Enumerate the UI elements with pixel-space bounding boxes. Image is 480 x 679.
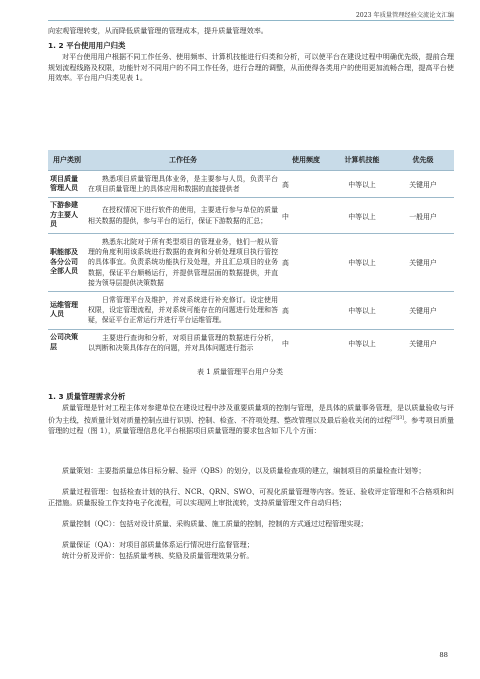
header-user-category: 用户类别 [48,150,86,171]
section-1-2-paragraph: 对平台使用用户根据不同工作任务、使用频率、计算机技能进行归类和分析，可以使平台在建设过程中明确优先级，提前合理规划流程线路及权限，功能针对不同用户的不同工作任务，进行合理的调整，从而使得各类用户的使用更加流畅合理，提高平台使用效率。平台用户归类见表 1。 [48,52,454,83]
cell-frequency: 中 [280,329,332,356]
cell-priority: 一般用户 [392,198,454,234]
cell-skill: 中等以上 [332,171,392,198]
page-number: 88 [439,651,448,659]
cell-category: 下游参建方主要人员 [48,198,86,234]
paragraph-1-text: 质量管理是针对工程主体对参建单位在建设过程中涉及重要质量项的控制与管理，是具体的质量事务管理，是以质量验收与评价为主线，按质量计划对质量控制点进行识别、控制、检查、不符项处理、整改管理以及最后验收关闭的过程 [48,403,454,424]
cell-skill: 中等以上 [332,291,392,329]
cell-frequency: 高 [280,291,332,329]
cell-category: 职能部及各分公司全部人员 [48,233,86,291]
cell-priority: 关键用户 [392,171,454,198]
cell-task: 熟悉项目质量管理具体业务，是主要参与人员，负责平台在项目质量管理上的具体应用和数据的直接提供者 [86,171,280,198]
table-row [48,233,454,291]
table-row [48,198,454,234]
header-divider [48,20,454,21]
section-1-3-paragraph-2: 质量策划：主要指质量总体目标分解、验评（QBS）的划分，以及质量检查项的建立，编制项目的质量检查计划等； [62,466,426,475]
paragraph-1-text-continued: 。参考项目质量管理的过程（图 1），质量管理信息化平台根据项目质量管理的要求包含如下几个方面： [48,414,455,435]
section-1-3-paragraph-6: 统计分析及评价：包括质量考核、奖励及质量管理效果分析。 [62,551,254,560]
section-1-3-paragraph-5: 质量保证（QA）：对项目部质量体系运行情况进行监督管理； [62,540,254,549]
header-computer-skill: 计算机技能 [332,150,392,171]
cell-category: 公司决策层 [48,329,86,356]
cell-task: 熟悉东北院对于所有类型项目的管理业务，他们一般从管理的角度利用该系统进行数据的查询和分析处理项目执行管控的具体事宜。负责系统功能执行及处理，并且汇总项目的业务数据，保证平台顺畅运行，并提供管理层面的数据提供，并直接为领导层提供决策数据 [86,233,280,291]
section-1-3-paragraph-1 [48,403,454,436]
cell-category: 运维管理人员 [48,291,86,329]
cell-frequency: 高 [280,233,332,291]
cell-category: 项目质量管理人员 [48,171,86,198]
table-row [48,329,454,356]
header-priority: 优先级 [392,150,454,171]
header-work-task: 工作任务 [86,150,280,171]
section-1-3-paragraph-3: 质量过程管理：包括检查计划的执行、NCR、QRN、SWO、可视化质量管理等内容。签证、验收评定管理和不合格项和纠正措施。质量报验工作支持电子化流程，可以实现网上审批流转，支持质量管理文件自动归档； [48,487,454,507]
cell-priority: 关键用户 [392,329,454,356]
cell-task: 在授权情况下进行软件的使用，主要进行参与单位的质量相关数据的提供，参与平台的运行，保证下游数据的汇总； [86,198,280,234]
intro-line: 向宏观管理转变，从而降低质量管理的管理成本，提升质量管理效率。 [48,26,268,35]
user-classification-table [48,150,454,356]
table-row [48,171,454,198]
cell-task: 日常管理平台及维护，并对系统进行补充修订。设定使用权限，设定管理流程，并对系统可能存在的问题进行处理和答疑，保证平台正常运行并进行平台运维管理。 [86,291,280,329]
section-1-2-heading: 1. 2 平台使用用户归类 [48,41,126,50]
cell-priority: 关键用户 [392,291,454,329]
table-row [48,291,454,329]
section-1-3-heading: 1. 3 质量管理需求分析 [48,392,126,401]
table-caption: 表 1 质量管理平台用户分类 [197,368,283,376]
cell-skill: 中等以上 [332,329,392,356]
cell-frequency: 中 [280,198,332,234]
running-header: 2023 年质量管理经验交流论文汇编 [355,12,454,19]
cell-task: 主要进行查询和分析，对项目质量管理的数据进行分析，以判断和决策具体存在的问题，并对具体问题进行指示 [86,329,280,356]
cell-skill: 中等以上 [332,198,392,234]
cell-priority: 关键用户 [392,233,454,291]
section-1-3-paragraph-4: 质量控制（QC）：包括对设计质量、采购质量、施工质量的控制，控制的方式通过过程管理实现； [62,519,368,528]
table-header-row [48,150,454,171]
citation-superscript: [2][3] [391,415,404,421]
header-frequency: 使用频度 [280,150,332,171]
cell-frequency: 高 [280,171,332,198]
cell-skill: 中等以上 [332,233,392,291]
